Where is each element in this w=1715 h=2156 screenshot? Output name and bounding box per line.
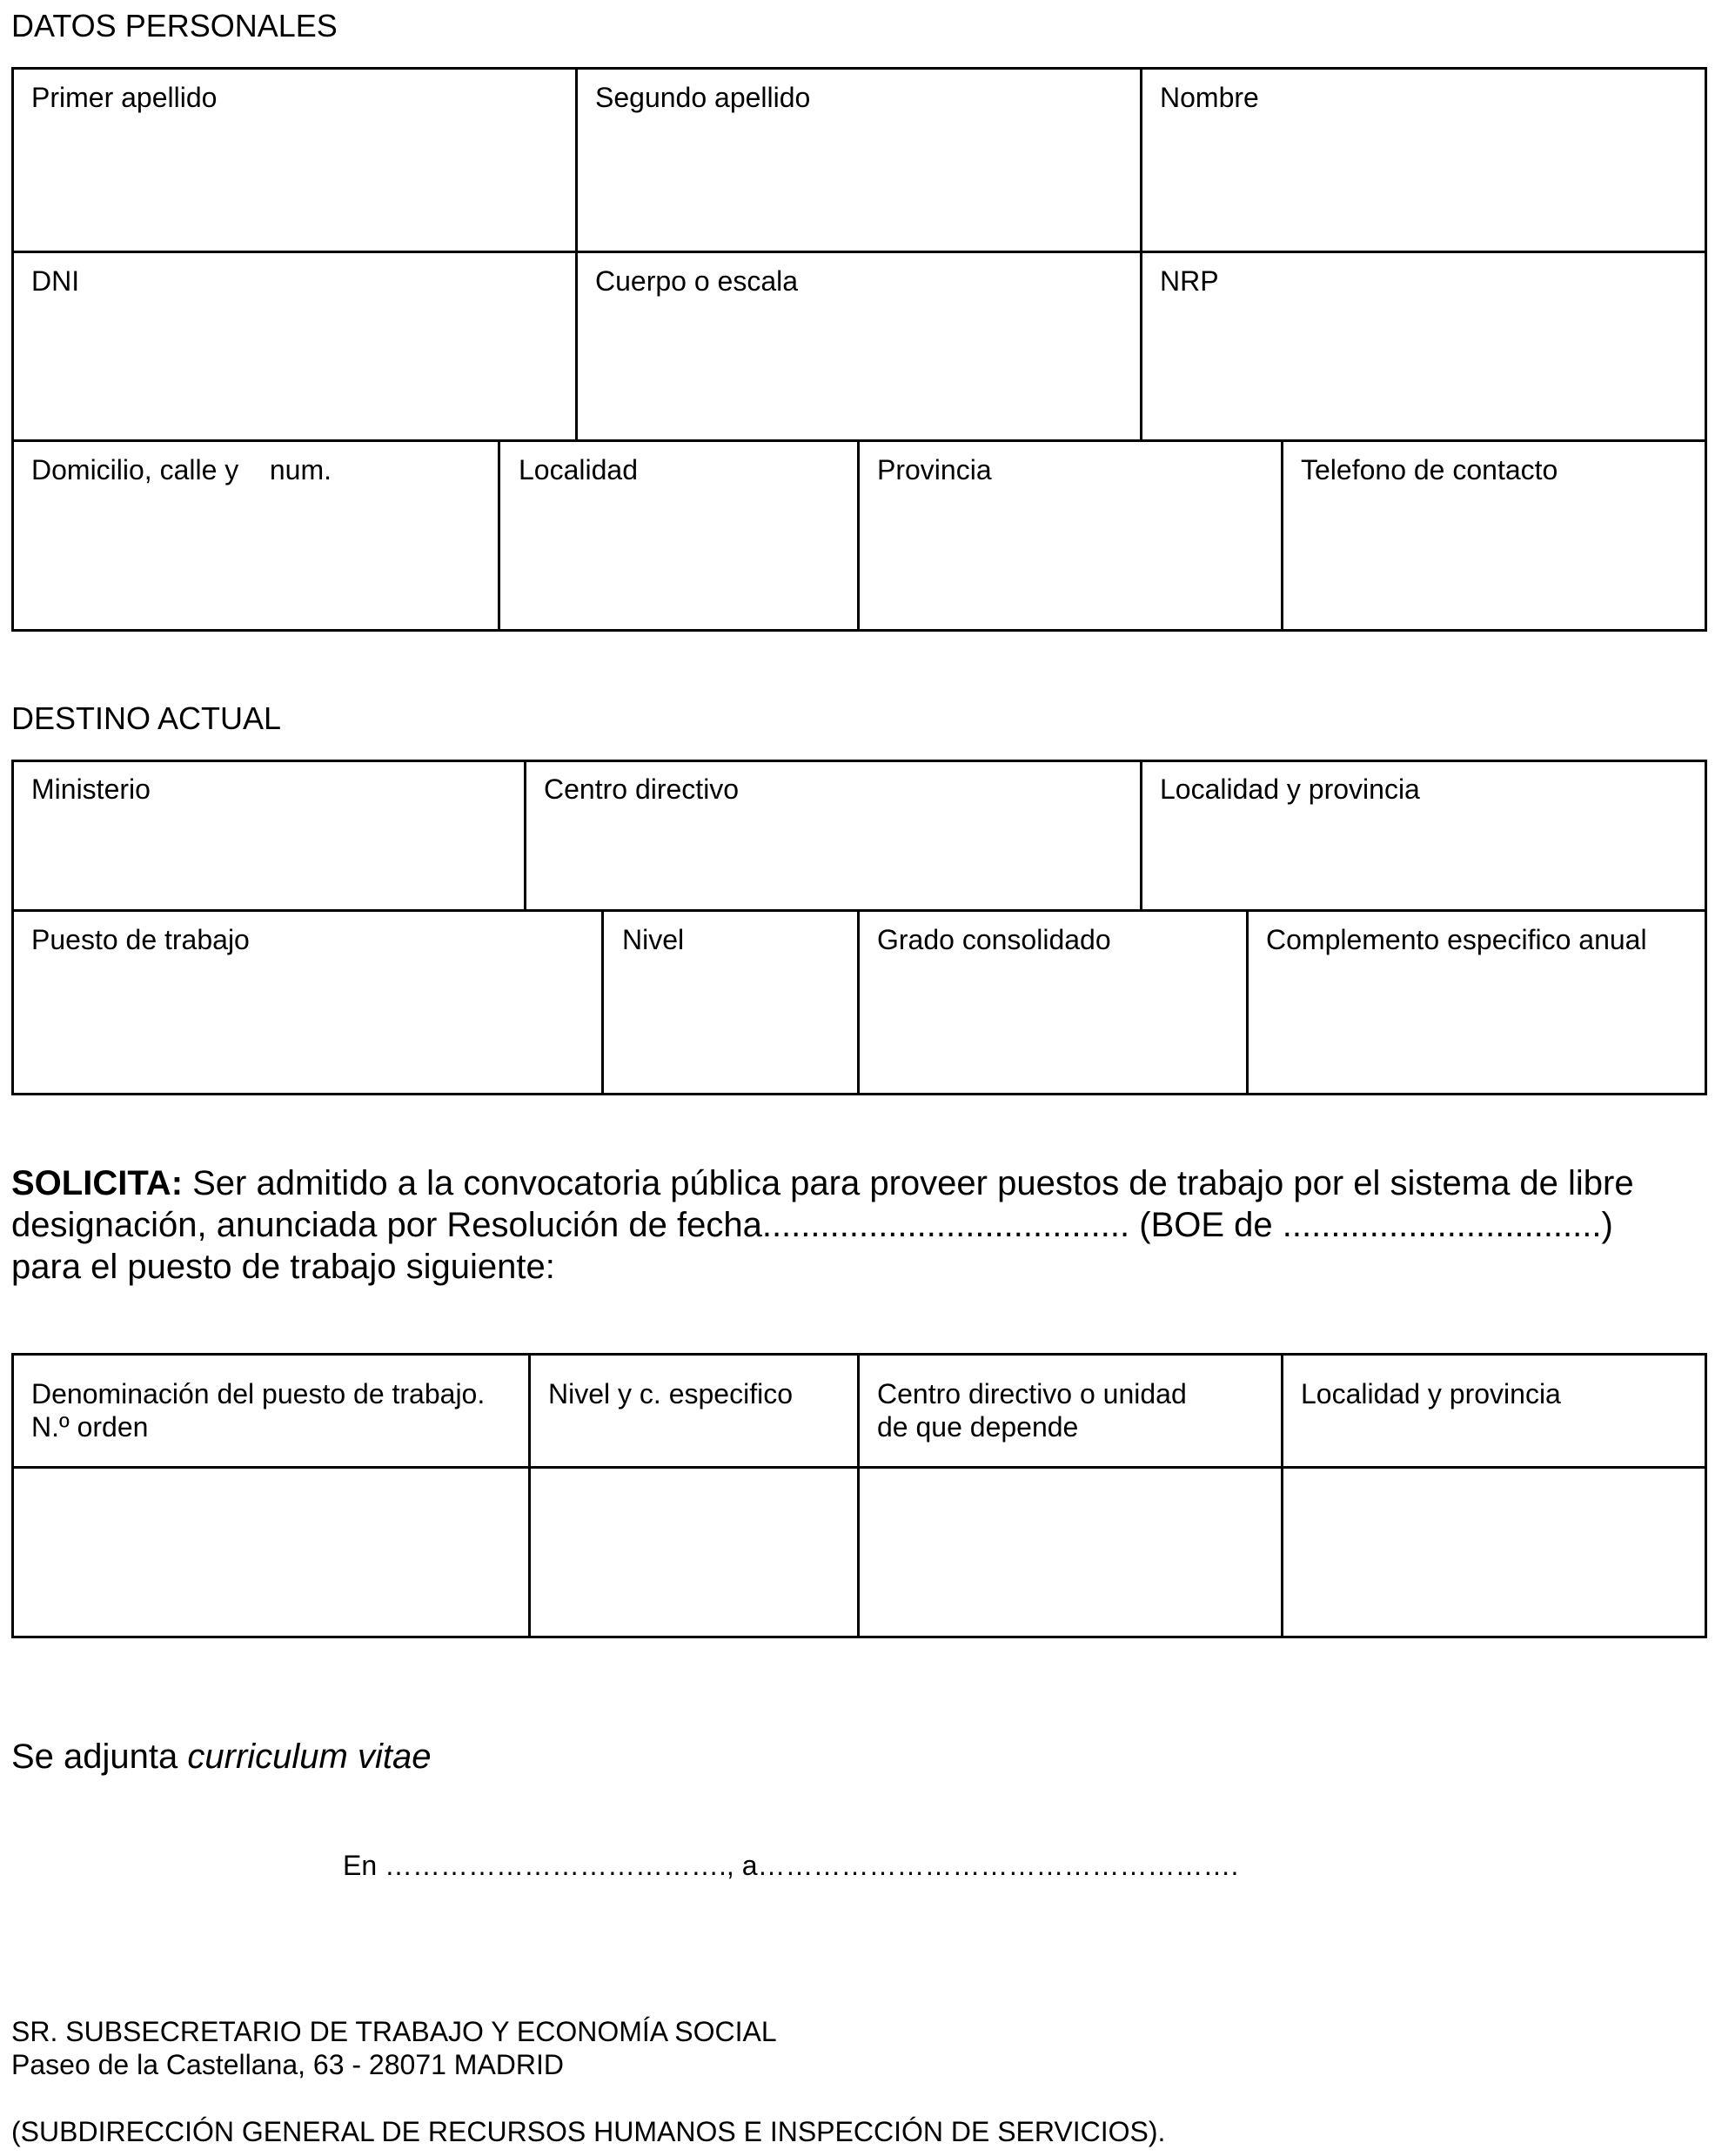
solicita-line-1 [11,1162,1634,1204]
field-localidad[interactable]: Localidad [519,454,638,485]
table-divider [11,251,1707,253]
destinatario-subdireccion: (SUBDIRECCIÓN GENERAL DE RECURSOS HUMANOS E INSPECCIÓN DE SERVICIOS). [11,2116,1166,2147]
solicita-text-1: Ser admitido a la convocatoria pública para proveer puestos de trabajo por el sistema de libre [183,1164,1634,1202]
field-puesto-trabajo[interactable]: Puesto de trabajo [31,924,250,955]
section-title-datos-personales: DATOS PERSONALES [11,8,338,44]
destinatario-direccion: Paseo de la Castellana, 63 - 28071 MADRID [11,2049,565,2080]
input-cell-denominacion[interactable] [14,1469,528,1636]
table-divider [575,67,578,441]
table-divider [1140,760,1142,911]
field-nivel[interactable]: Nivel [622,924,685,955]
field-ministerio[interactable]: Ministerio [31,773,151,805]
field-dni[interactable]: DNI [31,265,80,297]
field-cuerpo-escala[interactable]: Cuerpo o escala [595,265,799,297]
solicita-line-3: para el puesto de trabajo siguiente: [11,1248,555,1286]
header-nivel-especifico: Nivel y c. especifico [548,1378,793,1409]
field-localidad-provincia[interactable]: Localidad y provincia [1160,773,1420,805]
input-cell-nivel[interactable] [531,1469,857,1636]
header-denominacion: Denominación del puesto de trabajo. [31,1378,486,1409]
adjunta-line [11,1736,431,1778]
field-telefono[interactable]: Telefono de contacto [1301,454,1558,485]
section-title-destino-actual: DESTINO ACTUAL [11,700,282,736]
field-complemento-especifico[interactable]: Complemento especifico anual [1266,924,1647,955]
table-divider [601,909,604,1095]
destinatario-cargo: SR. SUBSECRETARIO DE TRABAJO Y ECONOMÍA SOCIAL [11,2016,777,2047]
table-divider [1140,67,1142,441]
table-divider [857,909,860,1095]
solicita-line-2: designación, anunciada por Resolución de fecha...................................... (BOE de .................................) [11,1206,1613,1244]
field-primer-apellido[interactable]: Primer apellido [31,82,218,113]
header-localidad-provincia: Localidad y provincia [1301,1378,1561,1409]
input-cell-localidad[interactable] [1283,1469,1705,1636]
header-denominacion-orden: N.º orden [31,1411,149,1443]
adjunta-text: Se adjunta [11,1738,188,1776]
firma-lugar-fecha[interactable]: En ………………………………., a……………………………………………. [343,1850,1239,1881]
field-provincia[interactable]: Provincia [877,454,992,485]
field-domicilio[interactable]: Domicilio, calle y num. [31,454,332,485]
table-divider [498,439,500,632]
field-grado-consolidado[interactable]: Grado consolidado [877,924,1111,955]
adjunta-cv: curriculum vitae [187,1738,432,1776]
table-divider [1281,439,1283,632]
table-divider [857,439,860,632]
field-centro-directivo[interactable]: Centro directivo [544,773,740,805]
field-segundo-apellido[interactable]: Segundo apellido [595,82,811,113]
solicita-label: SOLICITA: [11,1164,184,1202]
header-centro-directivo: Centro directivo o unidad [877,1378,1187,1409]
input-cell-centro[interactable] [860,1469,1281,1636]
field-nombre[interactable]: Nombre [1160,82,1259,113]
table-divider [1246,909,1249,1095]
header-centro-directivo-depende: de que depende [877,1411,1079,1443]
table-divider [524,760,526,911]
field-nrp[interactable]: NRP [1160,265,1219,297]
